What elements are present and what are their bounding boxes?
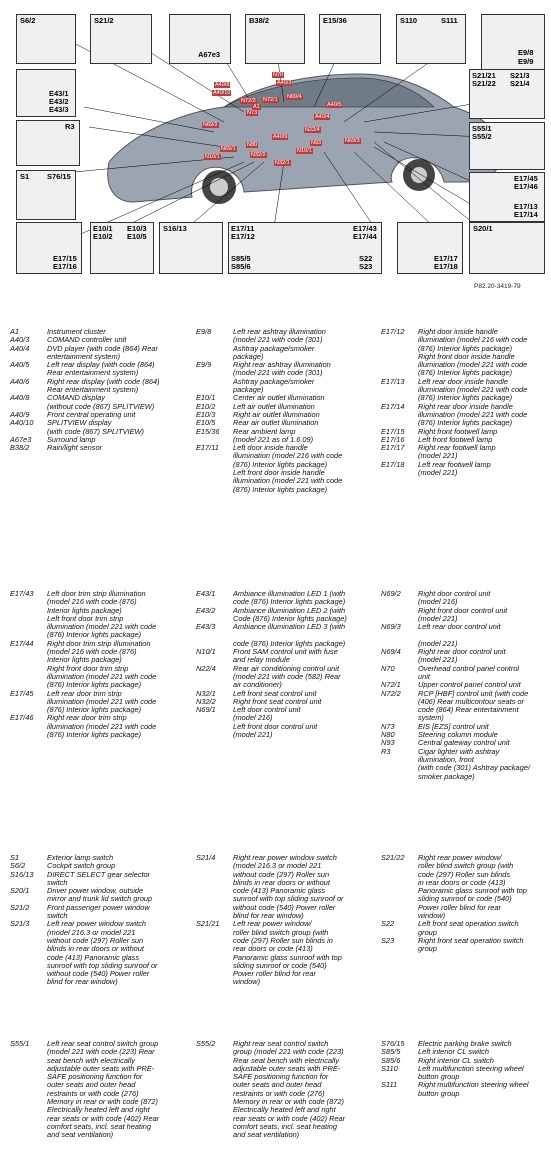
box-label: S6/2	[20, 16, 36, 25]
legend-code: N72/2	[381, 688, 401, 698]
legend-code: S21/3	[10, 919, 30, 929]
legend-description: Left rear power window/ roller blind switch group (with code (297) Roller sun blinds in rear doors or code (413) Panoramic glass sunroof with top sliding sunroof or code (540) Power roller blind for rear window)	[233, 919, 342, 987]
legend-description: Right front footwell lamp	[418, 426, 498, 436]
box-label: S20/1	[473, 224, 493, 233]
legend-entry	[10, 887, 178, 904]
legend-entry	[381, 690, 549, 723]
legend-code: N32/2	[196, 696, 216, 706]
legend-entry	[196, 428, 366, 445]
legend-code: S76/15	[381, 1039, 405, 1048]
legend-code: E43/2	[196, 605, 216, 615]
legend-code: N69/4	[381, 647, 401, 657]
legend-description: Right rear power window switch (model 216.3 or model 221 without code (297) Roller sun blinds in rear doors or without code (413) Panoramic glass sunroof with top sliding sunroof or without code (540) Power roller blind for rear window)	[233, 853, 344, 921]
legend-description: Driver power window, outside mirror and trunk lid switch group	[47, 886, 153, 904]
box-label: A67e3	[198, 50, 221, 59]
legend-code: S21/22	[381, 853, 405, 862]
legend-code: E43/1	[196, 589, 216, 598]
legend-entry	[381, 461, 549, 478]
legend-description: Instrument cluster	[47, 327, 106, 336]
legend-description: Right front seat operation switch group	[418, 935, 524, 954]
legend-code: S111	[381, 1080, 398, 1090]
callout-label: N93	[311, 140, 322, 146]
legend-code: N93	[381, 738, 395, 748]
thumbnail-s16-13	[159, 222, 223, 274]
legend-code: E17/15	[381, 426, 405, 436]
legend-description: Surround lamp	[47, 434, 96, 444]
legend-description: Left multifunction steering wheel button group	[418, 1063, 524, 1082]
legend-description: Left rear seat control switch group (model 221 with code (223) Rear seat bench with electrically adjustable outer seats with PRE- SAFE positioning function for outer seats and outer head restraints or with code (276) Memory in rear or with code (872) Electrically heated left and right rear seats or with code (402) Rear comfort seats, incl. seat heating and seat ventilation)	[47, 1039, 160, 1140]
legend-description: Left rear ashtray illumination (model 221 with code (301) Ashtray package/smoker package)	[233, 327, 326, 361]
thumbnail-r3	[16, 120, 80, 166]
legend-entry	[381, 1065, 549, 1082]
legend-entry	[381, 623, 549, 648]
legend-description: Left rear power window switch (model 216.3 or model 221 without code (297) Roller sun blinds in rear doors or without code (413) Panoramic glass sunroof with top sliding sunroof or without code (540) Power roller blind for rear window)	[47, 919, 158, 987]
legend-description: Rear air conditioning control unit (model 221 with code (582) Rear air conditioner)	[233, 663, 341, 690]
legend-code: S6/2	[10, 861, 26, 871]
legend-entry	[10, 590, 178, 640]
legend-entry	[196, 648, 366, 665]
legend-entry	[196, 854, 366, 920]
legend-code: N32/1	[196, 688, 216, 698]
legend-code: E17/14	[381, 401, 405, 411]
legend-block4-col2	[196, 1040, 366, 1140]
legend-code: S55/2	[196, 1039, 216, 1048]
legend-entry	[381, 590, 549, 623]
callout-label: N70	[273, 72, 284, 78]
thumbnail-s6-2	[16, 14, 76, 64]
thumbnail-door-handle	[228, 222, 382, 274]
legend-entry	[196, 590, 366, 607]
legend-code: S110	[381, 1063, 398, 1073]
thumbnail-e15-36	[319, 14, 381, 64]
legend-block3-col3	[381, 854, 549, 954]
legend-description: DVD player (with code (864) Rear entertainment system)	[47, 343, 158, 361]
legend-entry	[10, 1040, 178, 1140]
box-label: S21/2	[94, 16, 114, 25]
legend-block2-col1	[10, 590, 178, 739]
thumbnail-s1-s76	[16, 170, 76, 220]
legend-code: E10/1	[196, 393, 216, 403]
legend-code: S85/6	[381, 1055, 401, 1065]
callout-label: A40/5	[327, 102, 342, 108]
thumbnail-s21-21	[469, 69, 545, 119]
box-label: E17/15 E17/16	[53, 254, 77, 271]
legend-code: R3	[381, 746, 391, 756]
thumbnail-s21-2	[90, 14, 152, 64]
legend-block4-col1	[10, 1040, 178, 1140]
legend-description: Right rear door trim strip illumination (model 221 with code (876) Interior lights package)	[47, 713, 157, 740]
legend-block1-col2	[196, 328, 366, 494]
legend-description: Right door inside handle illumination (model 216 with code (876) Interior lights package) Right front door inside handle illumination (model 221 with code (876) Interior lights package)	[418, 327, 528, 378]
box-label: E17/45 E17/46	[514, 174, 538, 191]
legend-description: Cigar lighter with ashtray illumination, front (with code (301) Ashtray package/ smoker package)	[418, 746, 530, 781]
legend-entry	[381, 378, 549, 403]
legend-description: Right rear power window/ roller blind switch group (with code (297) Roller sun blinds in rear doors or code (413) Panoramic glass sunroof with top sliding sunroof or code (540) Power roller blind for rear window)	[418, 853, 527, 921]
legend-code: A40/8	[10, 393, 30, 403]
legend-entry	[10, 690, 178, 715]
box-label: S55/1 S55/2	[472, 124, 492, 141]
legend-code: E10/5	[196, 418, 216, 428]
callout-label: N69/2	[203, 122, 218, 128]
legend-description: Right rear footwell lamp (model 221)	[418, 443, 496, 461]
box-label: S16/13	[163, 224, 187, 233]
box-label: E10/1 E10/2	[93, 224, 113, 241]
legend-code: E15/36	[196, 426, 220, 436]
legend-entry	[10, 444, 178, 452]
thumbnail-e9	[481, 14, 545, 72]
thumbnail-e17-45	[469, 172, 545, 222]
legend-description: Right multifunction steering wheel button group	[418, 1080, 529, 1098]
legend-code: A40/10	[10, 418, 34, 428]
legend-code: E10/3	[196, 409, 216, 419]
legend-entry	[10, 871, 178, 888]
legend-entry	[10, 920, 178, 986]
callout-label: A40/8	[215, 82, 230, 88]
legend-code: N80	[381, 730, 395, 740]
thumbnail-e43	[16, 69, 76, 117]
legend-description: Left door control unit (model 216) Left front door control unit (model 221)	[233, 705, 318, 740]
legend-entry	[10, 394, 178, 411]
box-label: S22 S23	[359, 254, 373, 271]
box-label: S111	[441, 16, 458, 25]
legend-entry	[196, 607, 366, 624]
legend-description: Ambiance illumination LED 1 (with code (876) Interior lights package)	[233, 589, 346, 607]
legend-description: EIS [EZS] control unit	[418, 721, 489, 731]
thumbnail-b38-2	[245, 14, 305, 64]
legend-code: S22	[381, 919, 395, 929]
legend-code: E17/43	[10, 589, 34, 598]
legend-entry	[196, 361, 366, 394]
legend-code: N72/1	[381, 680, 401, 690]
legend-code: E9/9	[196, 360, 212, 370]
legend-entry	[381, 665, 549, 682]
legend-entry	[196, 1040, 366, 1140]
legend-description: COMAND controller unit	[47, 335, 127, 345]
legend-code: N73	[381, 721, 395, 731]
callout-label: N69/1	[221, 146, 236, 152]
legend-block2-col3	[381, 590, 549, 781]
legend-code: N69/1	[196, 705, 216, 715]
callout-label: N32/1	[275, 160, 290, 166]
legend-description: Front central operating unit	[47, 409, 136, 419]
legend-block3-col1	[10, 854, 178, 987]
legend-description: Steering column module	[418, 730, 498, 740]
box-label: E17/11 E17/12	[231, 224, 255, 241]
box-label: E17/17 E17/18	[434, 254, 458, 271]
box-label: S1	[20, 172, 30, 181]
box-label: E17/13 E17/14	[514, 202, 538, 219]
legend-code: E17/12	[381, 327, 405, 336]
legend-description: Right interior CL switch	[418, 1055, 494, 1065]
thumbnail-e10	[90, 222, 154, 274]
legend-description: Left door inside handle illumination (model 216 with code (876) Interior lights package) Left front door inside handle illumination (model 221 with code (876) Interior lights package)	[233, 443, 343, 494]
legend-description: Exterior lamp switch	[47, 853, 114, 862]
legend-description: Left front footwell lamp	[418, 434, 493, 444]
legend-description: COMAND display (without code (867) SPLITVIEW)	[47, 393, 155, 411]
legend-code: A40/3	[10, 335, 30, 345]
legend-description: Right front seat control unit	[233, 696, 322, 706]
thumbnail-s20-1	[469, 222, 545, 274]
figure-reference: P82.20-3419-79	[474, 283, 521, 290]
legend-entry	[381, 444, 549, 461]
box-label: R3	[65, 122, 75, 131]
legend-description: Upper control panel control unit	[418, 680, 521, 690]
box-label: E9/8	[518, 48, 534, 57]
legend-description: Right rear seat control switch group (model 221 with code (223) Rear seat bench with electrically adjustable outer seats with PRE- SAFE positioning function for outer seats and outer head restraints or with code (276) Memory in rear or with code (872) Electrically heated left and right rear seats or with code (402) Rear comfort seats, incl. seat heating and seat ventilation)	[233, 1039, 346, 1140]
legend-entry	[10, 419, 178, 436]
callout-label: N22/4	[305, 127, 320, 133]
legend-description: Left front seat control unit	[233, 688, 317, 698]
box-label: S21/3 S21/4	[510, 71, 530, 88]
legend-code: N69/2	[381, 589, 401, 598]
legend-code: A67e3	[10, 434, 32, 444]
legend-description: Left interior CL switch	[418, 1047, 489, 1057]
callout-label: N10/1	[297, 148, 312, 154]
legend-entry	[381, 648, 549, 665]
legend-code: S20/1	[10, 886, 30, 896]
legend-description: Electric parking brake switch	[418, 1039, 512, 1048]
legend-description: Ambiance illumination LED 3 (with code (876) Interior lights package)	[233, 622, 346, 648]
callout-label: A40/3	[277, 80, 292, 86]
legend-code: S1	[10, 853, 20, 862]
legend-code: S23	[381, 935, 395, 945]
legend-entry	[10, 904, 178, 921]
legend-description: SPLITVIEW display (with code (867) SPLITVIEW)	[47, 418, 144, 436]
legend-code: E17/46	[10, 713, 34, 723]
callout-label: N69/4	[287, 94, 302, 100]
box-label: E15/36	[323, 16, 347, 25]
legend-entry	[381, 403, 549, 428]
callout-label: A1	[253, 104, 260, 110]
box-label: S85/5 S85/6	[231, 254, 251, 271]
legend-block1-col3	[381, 328, 549, 477]
callout-label: N72/1	[263, 97, 278, 103]
legend-entry	[381, 937, 549, 954]
legend-entry	[381, 1081, 549, 1098]
legend-entry	[196, 920, 366, 986]
legend-code: B38/2	[10, 443, 30, 453]
callout-label: N69/3	[345, 138, 360, 144]
legend-description: Left door trim strip illumination (model 216 with code (876) Interior lights package) Left front door trim strip illumination (model 221 with code (876) Interior lights package)	[47, 589, 157, 640]
legend-description: DIRECT SELECT gear selector switch	[47, 869, 151, 887]
legend-description: Left rear display (with code (864) Rear entertainment system)	[47, 360, 155, 378]
legend-code: E17/16	[381, 434, 405, 444]
callout-label: N80	[247, 142, 258, 148]
box-label: E17/43 E17/44	[353, 224, 377, 241]
box-label: S76/15	[47, 172, 71, 181]
legend-entry	[196, 623, 366, 648]
legend-description: Left front seat operation switch group	[418, 919, 519, 937]
legend-description: Ambiance illumination LED 2 (with Code (876) Interior lights package)	[233, 605, 347, 623]
legend-entry	[381, 748, 549, 781]
thumbnail-e17-17	[397, 222, 463, 274]
legend-code: E17/45	[10, 688, 34, 698]
legend-block1-col1	[10, 328, 178, 452]
box-label: S21/21 S21/22	[472, 71, 496, 88]
legend-code: E10/2	[196, 401, 216, 411]
legend-entry	[10, 345, 178, 362]
callout-label: A40/4	[315, 114, 330, 120]
legend-code: S16/13	[10, 869, 34, 879]
legend-description: Center air outlet illumination	[233, 393, 325, 403]
legend-entry	[10, 714, 178, 739]
thumbnail-e17-15	[16, 222, 82, 274]
legend-code: S21/4	[196, 853, 216, 862]
legend-entry	[196, 706, 366, 739]
legend-description: Rear air outlet illumination	[233, 418, 319, 428]
legend-entry	[196, 444, 366, 494]
box-label: S110	[400, 16, 418, 25]
legend-code: A1	[10, 327, 20, 336]
box-label: E10/3 E10/5	[127, 224, 147, 241]
legend-code: N70	[381, 663, 395, 673]
legend-block2-col2	[196, 590, 366, 739]
legend-description: Front passenger power window switch	[47, 902, 150, 921]
legend-description: Rear ambient lamp (model 221 as of 1.6.09)	[233, 426, 314, 444]
legend-code: A40/4	[10, 343, 30, 353]
legend-description: Front SAM control unit with fuse and relay module	[233, 647, 338, 665]
callout-label: N32/2	[251, 152, 266, 158]
legend-code: E17/13	[381, 376, 405, 386]
legend-description: Right rear ashtray illumination (model 221 with code (301) Ashtray package/smoker package)	[233, 360, 331, 395]
legend-block3-col2	[196, 854, 366, 987]
legend-description: Right rear door control unit (model 221)	[418, 647, 506, 665]
callout-label: N73	[247, 110, 258, 116]
legend-description: Right door trim strip illumination (model 216 with code (876) Interior lights package) Right front door trim strip illumination (model 221 with code (876) Interior lights package)	[47, 638, 157, 690]
box-label: E9/9	[518, 57, 534, 66]
box-label: B38/2	[249, 16, 270, 25]
legend-entry	[381, 854, 549, 920]
thumbnail-s110-s111	[396, 14, 466, 64]
legend-code: S21/21	[196, 919, 220, 929]
legend-entry	[196, 665, 366, 690]
legend-code: E43/3	[196, 622, 216, 632]
callout-label: N10/1	[205, 154, 220, 160]
legend-description: Left rear door control unit (model 221)	[418, 622, 501, 648]
legend-entry	[10, 378, 178, 395]
legend-entry	[381, 920, 549, 937]
legend-code: E17/44	[10, 638, 34, 648]
legend-entry	[10, 640, 178, 690]
legend-code: N69/3	[381, 622, 401, 632]
legend-code: E17/11	[196, 443, 219, 453]
box-label: E43/1 E43/2 E43/3	[49, 89, 69, 114]
legend-block4-col3	[381, 1040, 549, 1098]
legend-code: A40/5	[10, 360, 30, 370]
legend-code: S55/1	[10, 1039, 30, 1048]
legend-code: A40/9	[10, 409, 30, 419]
legend-code: E9/8	[196, 327, 212, 336]
legend-description: Right air outlet illumination	[233, 409, 320, 419]
legend-description: Left rear door inside handle illumination (model 221 with code (876) Interior lights package)	[418, 376, 528, 403]
legend-code: E17/18	[381, 459, 405, 469]
legend-description: Right rear display (with code (864) Rear entertainment system)	[47, 376, 160, 395]
legend-description: Rain/light sensor	[47, 443, 103, 453]
callout-label: A40/10	[213, 90, 231, 96]
legend-code: E17/17	[381, 443, 405, 453]
legend-code: S85/5	[381, 1047, 401, 1057]
thumbnail-a67e3	[169, 14, 231, 64]
legend-code: A40/6	[10, 376, 30, 386]
callout-label: A40/9	[273, 134, 288, 140]
legend-description: Central gateway control unit	[418, 738, 510, 748]
legend-description: Right rear door inside handle illumination (model 221 with code (876) Interior lights package)	[418, 401, 528, 428]
legend-description: Cockpit switch group	[47, 861, 116, 871]
legend-description: Left rear footwell lamp (model 221)	[418, 459, 491, 478]
legend-description: Overhead control panel control unit	[418, 663, 520, 681]
legend-entry	[196, 328, 366, 361]
legend-code: S21/2	[10, 902, 30, 912]
legend-description: RCP [HBF] control unit (with code (406) Rear multicontour seats or code (864) Rear entertainment system)	[418, 688, 529, 723]
callout-label: N72/3	[241, 98, 256, 104]
legend-description: Left rear door trim strip illumination (model 221 with code (876) Interior lights package)	[47, 688, 157, 715]
component-location-diagram	[14, 12, 545, 274]
legend-code: N22/4	[196, 663, 216, 673]
legend-description: Right door control unit (model 216) Right front door control unit (model 221)	[418, 589, 508, 623]
thumbnail-s55	[469, 122, 545, 170]
legend-entry	[10, 361, 178, 378]
legend-code: N10/1	[196, 647, 216, 657]
legend-entry	[381, 328, 549, 378]
legend-description: Left air outlet illumination	[233, 401, 315, 411]
